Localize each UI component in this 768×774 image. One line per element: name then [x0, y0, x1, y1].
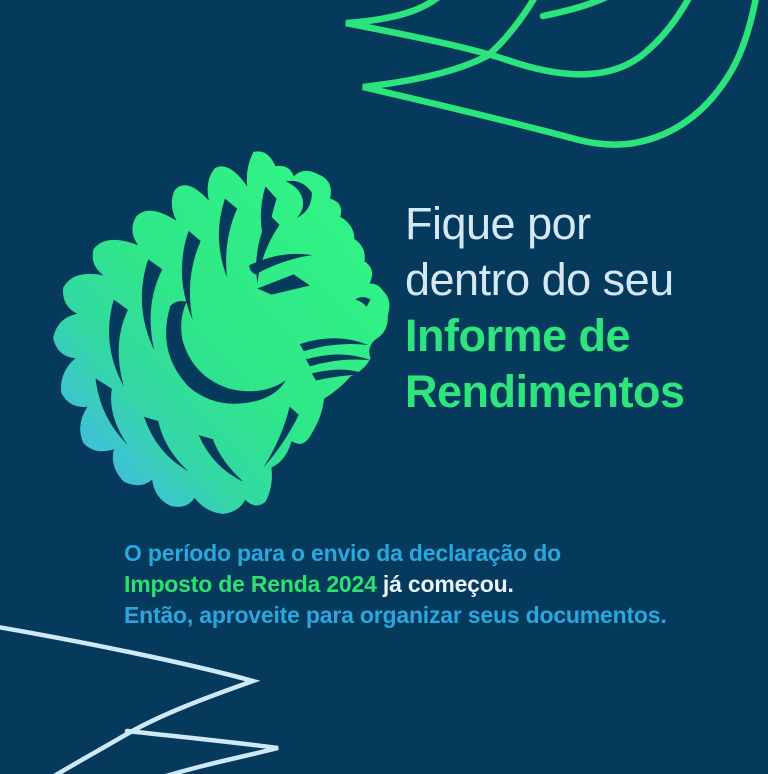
wing-lines-top-right-icon [346, 0, 757, 145]
headline-line-4: Rendimentos [405, 366, 685, 417]
headline [405, 196, 685, 420]
body-copy [124, 538, 667, 631]
headline-line-2: dentro do seu [405, 254, 674, 305]
lion-head-icon [50, 146, 406, 518]
body-line-2 [124, 569, 667, 600]
body-line-2-rest: já começou. [376, 571, 514, 597]
headline-line-3: Informe de [405, 310, 631, 361]
body-line-3: Então, aproveite para organizar seus documentos. [124, 602, 667, 628]
wing-lines-bottom-left-icon [0, 626, 278, 774]
lion-head-svg [50, 146, 406, 518]
body-line-2-highlight: Imposto de Renda 2024 [124, 571, 377, 597]
body-line-1: O período para o envio da declaração do [124, 540, 561, 566]
headline-line-1: Fique por [405, 198, 591, 249]
